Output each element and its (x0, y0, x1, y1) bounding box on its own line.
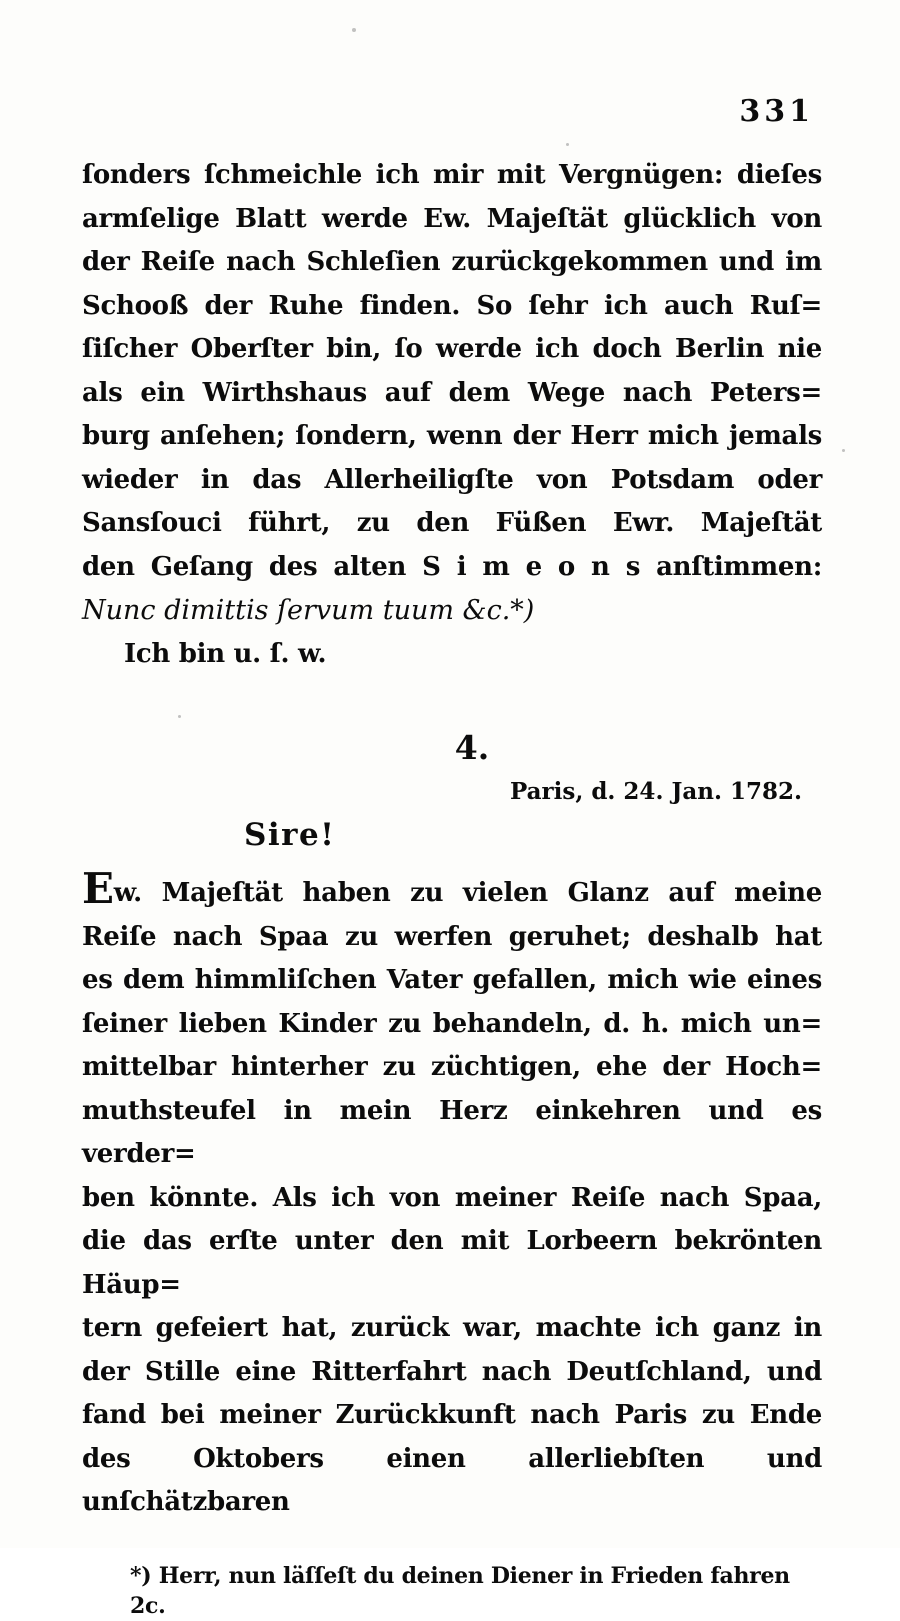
text-line: Reiſe nach Spaa zu werfen geruhet; deshalb hat (82, 921, 822, 952)
text-line-rest: w. Majeſtät haben zu vielen Glanz auf meine (113, 878, 822, 908)
footnote-text: Herr, nun läſſeſt du deinen Diener in Frieden fahren 2c. (130, 1562, 790, 1619)
letter-dateline: Paris, d. 24. Jan. 1782. (509, 778, 802, 805)
text-line: muthsteufel in mein Herz einkehren und es verder= (82, 1095, 822, 1169)
text-line: den Geſang des alten S i m e o n s anſtimmen: (82, 551, 822, 582)
text-line: der Stille eine Ritterfahrt nach Deutſchland, und (82, 1356, 822, 1387)
text-line: wieder in das Allerheiligſte von Potsdam oder (82, 464, 822, 495)
text-line (82, 864, 822, 916)
text-line: burg anſehen; ſondern, wenn der Herr mich jemals (82, 421, 822, 451)
scan-speck (842, 449, 845, 452)
text-line: armſelige Blatt werde Ew. Majeſtät glücklich von (82, 203, 822, 234)
text-line: Sansſouci führt, zu den Füßen Ewr. Majeſtät (82, 508, 822, 538)
letter-closing: Ich bin u. ſ. w. (124, 638, 327, 669)
letter-salutation: Sire! (244, 817, 336, 853)
letter-4-body (82, 864, 822, 1525)
scan-speck (566, 143, 569, 146)
letter-3-continuation (82, 154, 822, 676)
scan-speck (352, 28, 356, 32)
text-line: des Oktobers einen allerliebſten und unſchätzbaren (82, 1443, 822, 1517)
text-line: mittelbar hinterher zu züchtigen, ehe der Hoch= (82, 1052, 822, 1082)
footnote (130, 1561, 822, 1621)
text-line: tern gefeiert hat, zurück war, machte ich ganz in (82, 1313, 822, 1343)
text-line: Schooß der Ruhe finden. So ſehr ich auch Ruſ= (82, 290, 822, 321)
text-line: ſeiner lieben Kinder zu behandeln, d. h. mich un= (82, 1008, 822, 1039)
letter-number-heading: 4. (454, 728, 490, 767)
text-line: ſiſcher Oberſter bin, ſo werde ich doch Berlin nie (82, 334, 822, 364)
scan-speck (178, 715, 181, 718)
text-line: ſonders ſchmeichle ich mir mit Vergnügen: dieſes (82, 160, 822, 190)
text-line: es dem himmliſchen Vater gefallen, mich wie eines (82, 965, 822, 995)
drop-cap-initial: E (82, 864, 114, 913)
page-number: 331 (739, 94, 814, 129)
footnote-marker: *) (130, 1562, 152, 1589)
text-line: der Reiſe nach Schleſien zurückgekommen und im (82, 247, 822, 277)
text-line: als ein Wirthshaus auf dem Wege nach Peters= (82, 377, 822, 408)
text-line: ben könnte. Als ich von meiner Reiſe nach Spaa, (82, 1182, 822, 1213)
text-line: fand bei meiner Zurückkunft nach Paris zu Ende (82, 1400, 822, 1430)
text-line: die das erſte unter den mit Lorbeern bekrönten Häup= (82, 1226, 822, 1300)
latin-quote-line: Nunc dimittis ſervum tuum &c.*) (82, 595, 535, 626)
